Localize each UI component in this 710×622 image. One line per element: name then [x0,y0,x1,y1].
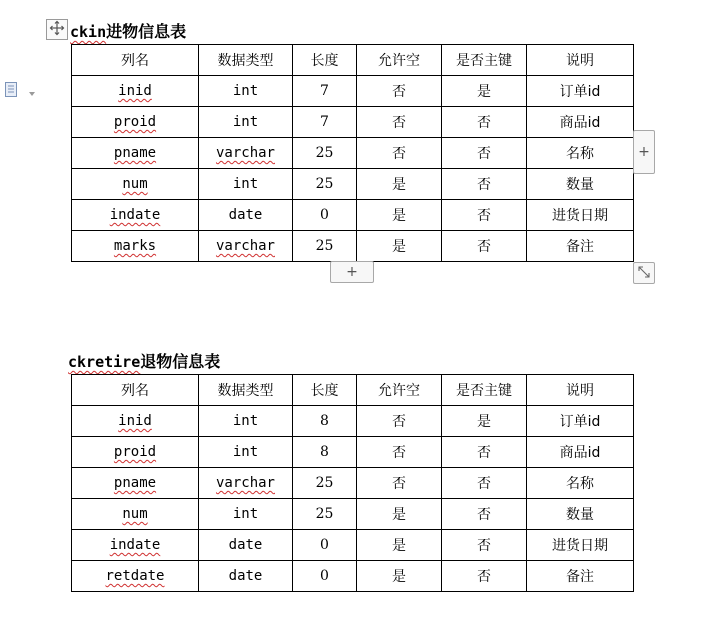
column-name-text: marks [113,238,157,254]
data-type-text: int [232,444,259,460]
column-name-text: pname [113,145,157,161]
nullable-cell: 是 [357,499,442,530]
length-cell: 8 [293,406,357,437]
data-type-text: int [232,176,259,192]
table-row [72,468,634,499]
paste-options-button[interactable] [4,82,34,100]
length-cell: 0 [293,530,357,561]
header-cell: 是否主键 [442,375,527,406]
primary-key-cell: 否 [442,437,527,468]
data-type-cell [199,530,293,561]
table-header-row [72,45,634,76]
nullable-cell: 否 [357,468,442,499]
description-cell: 数量 [527,499,634,530]
table1 [71,44,634,262]
column-name-cell [72,561,199,592]
description-cell: 订单id [527,76,634,107]
table1-title-text: 进物信息表 [106,22,187,41]
header-cell: 是否主键 [442,45,527,76]
column-name-cell [72,406,199,437]
length-cell: 7 [293,107,357,138]
length-cell: 25 [293,138,357,169]
description-cell: 商品id [527,107,634,138]
data-type-cell [199,231,293,262]
description-cell: 备注 [527,231,634,262]
table-row [72,138,634,169]
nullable-cell: 是 [357,530,442,561]
description-cell: 进货日期 [527,530,634,561]
column-name-text: inid [118,413,152,429]
primary-key-cell: 否 [442,169,527,200]
length-cell: 25 [293,231,357,262]
length-cell: 0 [293,561,357,592]
table-row [72,200,634,231]
length-cell: 8 [293,437,357,468]
table-row [72,406,634,437]
data-type-cell [199,107,293,138]
plus-icon: + [638,144,650,160]
column-name-cell [72,231,199,262]
data-type-text: int [232,83,259,99]
description-cell: 订单id [527,406,634,437]
header-cell: 数据类型 [199,45,293,76]
column-name-cell [72,200,199,231]
primary-key-cell: 否 [442,231,527,262]
plus-icon: + [346,264,358,280]
data-type-cell [199,406,293,437]
description-cell: 数量 [527,169,634,200]
table2-title [68,349,220,372]
column-name-text: indate [109,207,161,223]
description-cell: 商品id [527,437,634,468]
column-name-text: proid [113,444,157,460]
add-column-button[interactable] [633,130,655,174]
table2-title-text: 退物信息表 [140,352,221,371]
data-type-cell [199,468,293,499]
add-row-button[interactable] [330,261,374,283]
primary-key-cell: 否 [442,499,527,530]
primary-key-cell: 否 [442,530,527,561]
table-row [72,231,634,262]
nullable-cell: 否 [357,406,442,437]
header-cell: 允许空 [357,375,442,406]
column-name-cell [72,107,199,138]
nullable-cell: 否 [357,138,442,169]
column-name-text: retdate [105,568,165,584]
data-type-cell [199,200,293,231]
resize-diagonal-icon [637,264,651,283]
header-cell: 列名 [72,45,199,76]
table2 [71,374,634,592]
data-type-text: date [228,537,263,553]
chevron-down-icon [28,82,36,101]
data-type-text: int [232,114,259,130]
table-header-row [72,375,634,406]
data-type-cell [199,169,293,200]
document-icon [4,81,20,102]
data-type-cell [199,499,293,530]
nullable-cell: 是 [357,169,442,200]
table-row [72,561,634,592]
nullable-cell: 否 [357,107,442,138]
description-cell: 名称 [527,468,634,499]
column-name-cell [72,530,199,561]
data-type-text: int [232,413,259,429]
data-type-text: varchar [215,145,275,161]
length-cell: 7 [293,76,357,107]
description-cell: 名称 [527,138,634,169]
length-cell: 0 [293,200,357,231]
data-type-cell [199,76,293,107]
table-row [72,107,634,138]
nullable-cell: 是 [357,200,442,231]
column-name-cell [72,437,199,468]
column-name-cell [72,138,199,169]
header-cell: 说明 [527,375,634,406]
description-cell: 进货日期 [527,200,634,231]
data-type-text: int [232,506,259,522]
data-type-text: varchar [215,238,275,254]
header-cell: 数据类型 [199,375,293,406]
length-cell: 25 [293,499,357,530]
data-type-cell [199,138,293,169]
table-row [72,76,634,107]
header-cell: 长度 [293,375,357,406]
header-cell: 说明 [527,45,634,76]
table-row [72,499,634,530]
column-name-cell [72,169,199,200]
table2-title-code: ckretire [68,353,141,371]
nullable-cell: 是 [357,561,442,592]
length-cell: 25 [293,169,357,200]
primary-key-cell: 否 [442,561,527,592]
primary-key-cell: 是 [442,406,527,437]
column-name-text: num [122,506,148,522]
table1-title-code: ckin [70,23,107,41]
primary-key-cell: 是 [442,76,527,107]
length-cell: 25 [293,468,357,499]
table-row [72,169,634,200]
header-cell: 允许空 [357,45,442,76]
table-move-handle[interactable] [46,19,68,40]
table-row [72,437,634,468]
column-name-cell [72,468,199,499]
nullable-cell: 否 [357,437,442,468]
primary-key-cell: 否 [442,200,527,231]
table-resize-handle[interactable] [633,262,655,284]
table1-title [70,19,186,42]
primary-key-cell: 否 [442,468,527,499]
column-name-text: indate [109,537,161,553]
column-name-cell [72,499,199,530]
data-type-text: varchar [215,475,275,491]
data-type-text: date [228,568,263,584]
description-cell: 备注 [527,561,634,592]
data-type-cell [199,437,293,468]
nullable-cell: 否 [357,76,442,107]
data-type-text: date [228,207,263,223]
move-arrows-icon [49,20,65,40]
data-type-cell [199,561,293,592]
column-name-text: pname [113,475,157,491]
column-name-text: proid [113,114,157,130]
column-name-cell [72,76,199,107]
primary-key-cell: 否 [442,138,527,169]
header-cell: 列名 [72,375,199,406]
header-cell: 长度 [293,45,357,76]
column-name-text: num [122,176,148,192]
table-row [72,530,634,561]
nullable-cell: 是 [357,231,442,262]
primary-key-cell: 否 [442,107,527,138]
column-name-text: inid [118,83,152,99]
